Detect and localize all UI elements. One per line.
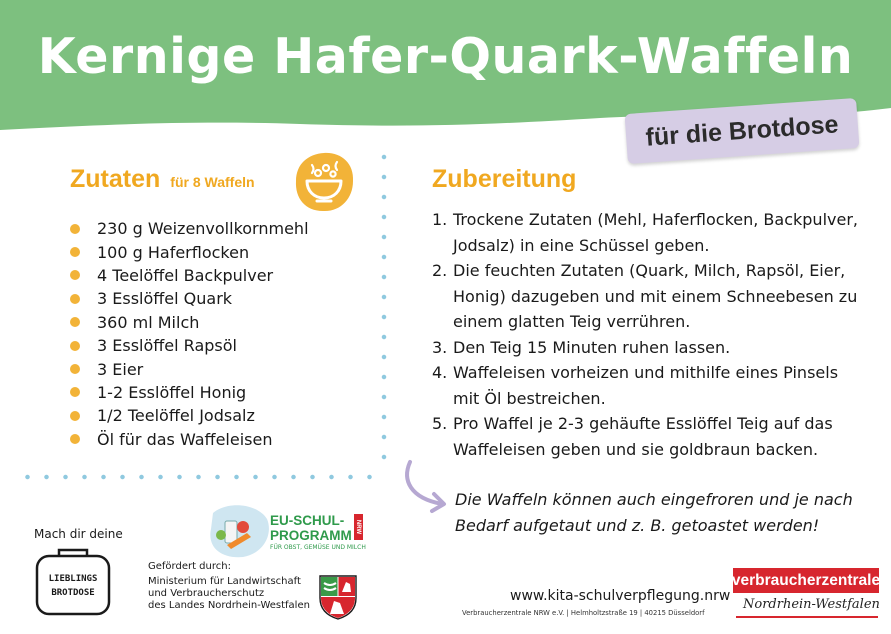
preparation-steps xyxy=(432,207,862,462)
step-item: 5. Pro Waffel je 2-3 gehäufte Esslöffel Teig auf das Waffeleisen geben und sie goldbraun backen. xyxy=(432,414,833,459)
lunchbox-logo xyxy=(35,546,111,616)
bullet-icon xyxy=(70,317,80,327)
website-link[interactable]: www.kita-schulverpflegung.nrw xyxy=(510,588,731,604)
list-item: 1-2 Esslöffel Honig xyxy=(70,381,309,404)
bullet-icon xyxy=(70,294,80,304)
bullet-icon xyxy=(70,387,80,397)
bullet-icon xyxy=(70,247,80,257)
curved-arrow-icon xyxy=(398,458,458,516)
address-line: Verbraucherzentrale NRW e.V. | Helmholtzstraße 19 | 40215 Düsseldorf xyxy=(462,609,705,617)
lunchbox-label-2: BROTDOSE xyxy=(51,588,95,598)
eu-nrw-tag xyxy=(354,514,363,540)
list-item: Öl für das Waffeleisen xyxy=(70,428,309,451)
ingredients-yield: für 8 Waffeln xyxy=(170,174,255,190)
list-item: 1/2 Teelöffel Jodsalz xyxy=(70,404,309,427)
bowl-icon xyxy=(293,151,355,213)
brotdose-tagline: Mach dir deine xyxy=(34,527,123,541)
nrw-coat-of-arms-icon xyxy=(318,574,358,620)
list-item: 3 Esslöffel Quark xyxy=(70,287,309,310)
bullet-icon xyxy=(70,364,80,374)
list-item: 3 Eier xyxy=(70,357,309,380)
list-item: 100 g Haferflocken xyxy=(70,240,309,263)
subtitle-text: für die Brotdose xyxy=(644,109,840,152)
bullet-icon xyxy=(70,411,80,421)
verbraucherzentrale-region: Nordrhein-Westfalen xyxy=(743,597,880,612)
ingredients-heading-row xyxy=(70,165,255,194)
horizontal-dotted-divider xyxy=(18,474,384,480)
ingredients-heading: Zutaten xyxy=(70,165,161,193)
bullet-icon xyxy=(70,341,80,351)
verbraucherzentrale-logo: verbraucherzentrale xyxy=(733,568,879,593)
list-item: 360 ml Milch xyxy=(70,311,309,334)
list-item: 230 g Weizenvollkornmehl xyxy=(70,217,309,240)
page-title: Kernige Hafer-Quark-Waffeln xyxy=(37,28,854,85)
step-item: 4. Waffeleisen vorheizen und mithilfe eines Pinsels mit Öl bestreichen. xyxy=(432,363,839,408)
freezing-note: Die Waffeln können auch eingefroren und je nach Bedarf aufgetaut und z. B. getoastet werden! xyxy=(455,490,853,535)
list-item: 4 Teelöffel Backpulver xyxy=(70,264,309,287)
preparation-heading: Zubereitung xyxy=(432,165,577,193)
vertical-dotted-divider xyxy=(381,147,387,467)
bullet-icon xyxy=(70,224,80,234)
step-item: 1. Trockene Zutaten (Mehl, Haferflocken, Backpulver, Jodsalz) in eine Schüssel geben. xyxy=(432,210,858,255)
step-item: 3. Den Teig 15 Minuten ruhen lassen. xyxy=(432,337,731,357)
eu-program-title: EU-SCHUL- PROGRAMM xyxy=(270,513,352,543)
svg-text:NRW: NRW xyxy=(354,519,361,535)
lunchbox-label-1: LIEBLINGS xyxy=(48,574,98,584)
ingredients-list xyxy=(70,217,309,451)
step-item: 2. Die feuchten Zutaten (Quark, Milch, Rapsöl, Eier, Honig) dazugeben und mit einem Schneebesen zu einem glatten Teig verrühren. xyxy=(432,261,858,331)
bullet-icon xyxy=(70,270,80,280)
bullet-icon xyxy=(70,434,80,444)
logo-underline xyxy=(736,616,878,618)
list-item: 3 Esslöffel Rapsöl xyxy=(70,334,309,357)
funding-note: Gefördert durch: Ministerium für Landwirtschaft und Verbraucherschutz des Landes Nordrhein-Westfalen xyxy=(148,561,310,611)
eu-program-subtitle: FÜR OBST, GEMÜSE UND MILCH xyxy=(270,544,366,551)
